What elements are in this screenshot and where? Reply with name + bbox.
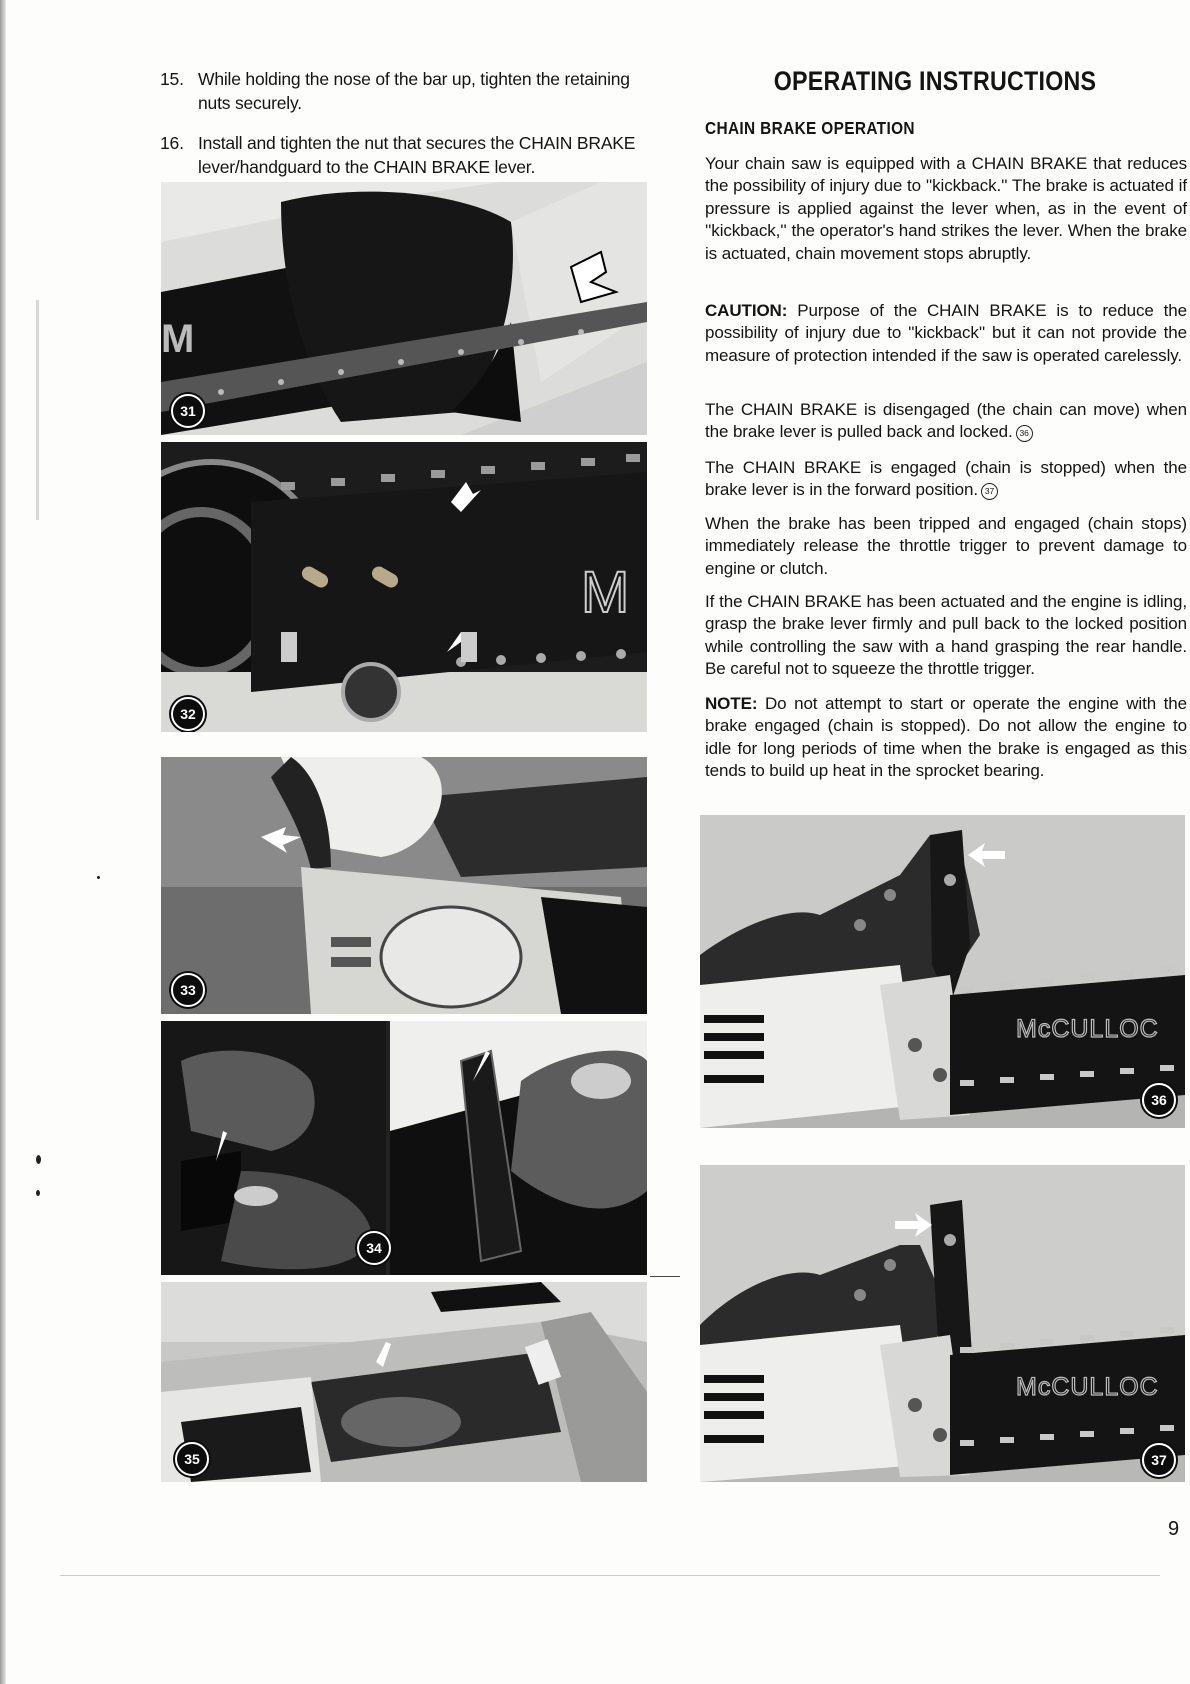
- photo-figure-34: [161, 1021, 647, 1275]
- step-text: Install and tighten the nut that secures the CHAIN BRAKE lever/handguard to the CHAIN BRAKE lever.: [198, 133, 636, 177]
- paragraph-engaged: [705, 457, 1187, 502]
- bar-logo: M: [161, 317, 195, 361]
- figure-badge-34: 34: [357, 1231, 391, 1265]
- step-text: While holding the nose of the bar up, tighten the retaining nuts securely.: [198, 69, 630, 113]
- binding-shadow: [36, 300, 39, 520]
- scan-speck: [97, 876, 100, 879]
- figure-badge-32: 32: [171, 697, 205, 731]
- mcculloch-logo-37: McCULLOC: [1016, 1373, 1159, 1401]
- figure-badge-31: 31: [171, 394, 205, 428]
- mcculloch-logo-36: McCULLOC: [1016, 1015, 1159, 1043]
- svg-text:M: M: [581, 560, 630, 625]
- figure-ref-36: 36: [1016, 425, 1033, 442]
- step-16: [160, 131, 650, 179]
- figure-ref-37: 37: [981, 483, 998, 500]
- caution-text: Purpose of the CHAIN BRAKE is to reduce the possibility of injury due to ''kickback'' but it can not provide the measure of protection intended if the saw is operated carelessly.: [705, 301, 1187, 365]
- note-text: Do not attempt to start or operate the engine with the brake engaged (chain is stopped). Do not allow the engine to idle for long periods of time when the brake is engaged as this tends to build up heat in the sprocket bearing.: [705, 694, 1187, 781]
- divider: [650, 1276, 680, 1277]
- photo-figure-36: [700, 815, 1185, 1128]
- photo-figure-33: [161, 757, 647, 1014]
- disengaged-text: The CHAIN BRAKE is disengaged (the chain can move) when the brake lever is pulled back and locked.: [705, 400, 1187, 442]
- page-title: OPERATING INSTRUCTIONS: [773, 66, 1097, 96]
- paragraph-note: [705, 693, 1187, 783]
- figure-badge-33: 33: [171, 973, 205, 1007]
- photo-figure-37: [700, 1165, 1185, 1482]
- figure-badge-35: 35: [175, 1442, 209, 1476]
- step-number: 15.: [160, 69, 184, 89]
- photo-figure-31: [161, 182, 647, 435]
- caution-label: CAUTION:: [705, 301, 788, 320]
- paragraph-actuated: If the CHAIN BRAKE has been actuated and the engine is idling, grasp the brake lever firmly and pull back to the locked position while controlling the saw with a hand grasping the rear handle. Be careful not to squeeze the throttle trigger.: [705, 592, 1187, 679]
- section-title: CHAIN BRAKE OPERATION: [705, 118, 915, 138]
- figure-badge-37: 37: [1142, 1443, 1176, 1477]
- step-number: 16.: [160, 133, 184, 153]
- note-label: NOTE:: [705, 694, 758, 713]
- page-edge-line: [60, 1575, 1160, 1576]
- photo-figure-35: [161, 1282, 647, 1482]
- binding-edge: [0, 0, 6, 1684]
- photo-figure-32: [161, 442, 647, 732]
- paragraph-disengaged: [705, 399, 1187, 444]
- paragraph-caution: [705, 300, 1187, 367]
- paragraph-intro: Your chain saw is equipped with a CHAIN BRAKE that reduces the possibility of injury due to ''kickback.'' The brake is actuated if pressure is applied against the lever when, as in the event of ''kickback,'' the operator's hand strikes the lever. When the brake is actuated, chain movement stops abruptly.: [705, 154, 1187, 263]
- scan-speck: [36, 1190, 40, 1196]
- engaged-text: The CHAIN BRAKE is engaged (chain is stopped) when the brake lever is in the forward position.: [705, 458, 1187, 500]
- step-15: [160, 67, 650, 115]
- figure-badge-36: 36: [1142, 1083, 1176, 1117]
- page-number: 9: [1168, 1518, 1180, 1540]
- paragraph-tripped: When the brake has been tripped and engaged (chain stops) immediately release the throttle trigger to prevent damage to engine or clutch.: [705, 514, 1187, 578]
- scan-speck: [36, 1155, 41, 1164]
